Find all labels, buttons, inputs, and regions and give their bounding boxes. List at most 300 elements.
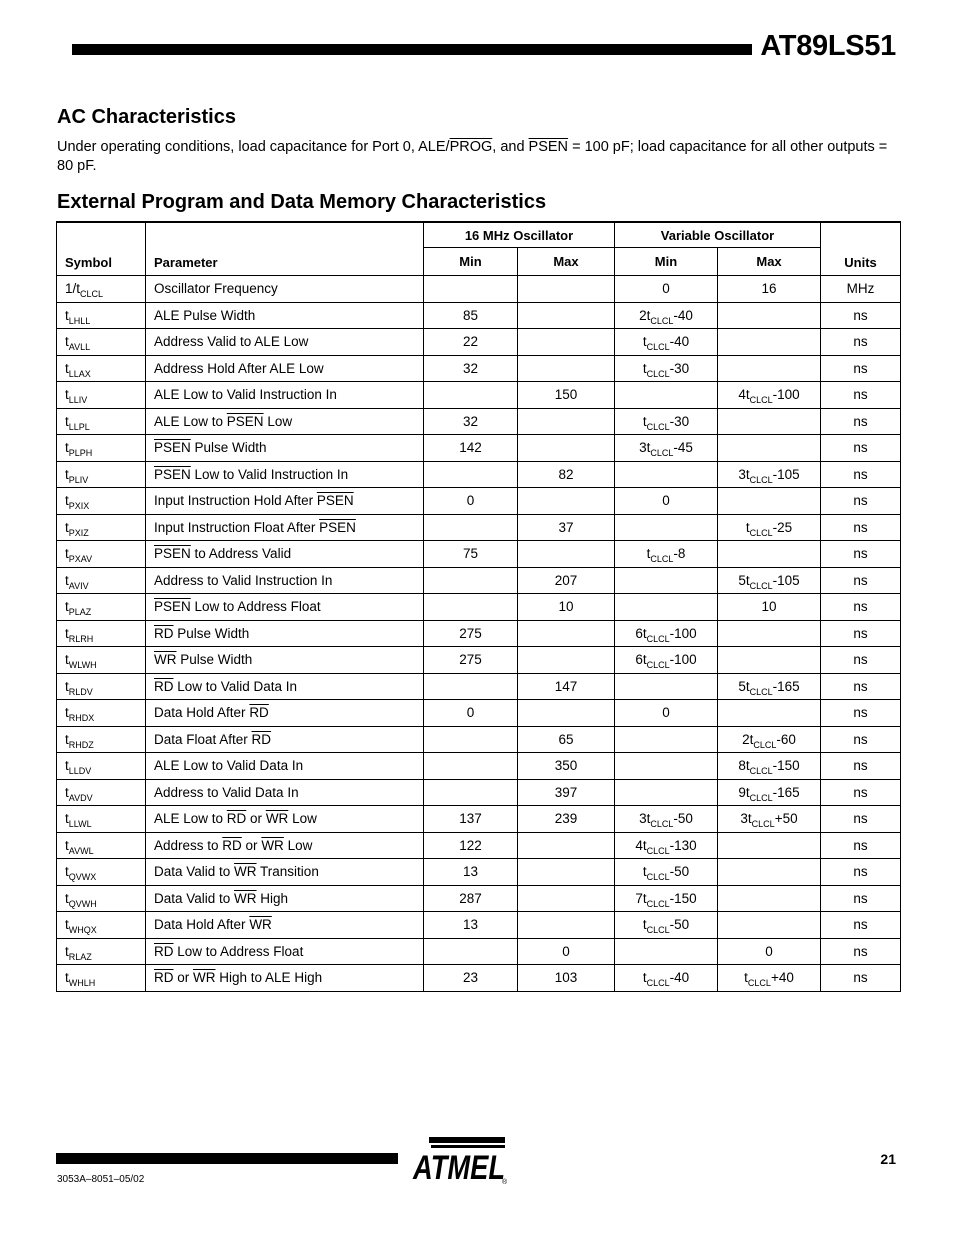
cell-parameter [146,912,424,939]
cell-symbol [57,885,146,912]
cell-parameter [146,673,424,700]
cell-min-variable-value-part: 2t [639,307,651,323]
cell-units: ns [821,726,901,753]
cell-min-variable-value-part: -40 [669,334,690,350]
parameter-text-part: PSEN [154,546,191,562]
cell-min-16mhz-value-part: 85 [462,307,479,323]
cell-max-variable [718,647,821,674]
cell-min-variable-value-part: 0 [662,705,670,721]
cell-min-variable [615,541,718,568]
cell-max-16mhz [518,806,615,833]
table-row [57,435,901,462]
symbol-base: t [65,440,69,456]
page-number: 21 [880,1151,896,1167]
cell-max-variable [718,779,821,806]
header-units: Units [821,222,901,276]
cell-max-variable-value-part: -100 [772,387,800,403]
cell-min-variable [615,753,718,780]
intro-text-part: PROG [449,139,493,155]
cell-units: ns [821,594,901,621]
parameter-text-part: Low [263,413,293,429]
symbol-base: t [65,731,69,747]
cell-min-variable-value-part: CLCL [650,819,674,830]
cell-min-16mhz [424,647,518,674]
cell-min-variable-value-part: 0 [662,493,670,509]
cell-min-16mhz [424,726,518,753]
cell-min-variable-value-part: -40 [673,307,693,323]
symbol-subscript: RLDV [68,686,93,697]
table-row [57,779,901,806]
cell-max-variable-value-part: CLCL [753,739,777,750]
cell-min-16mhz [424,806,518,833]
table-row [57,594,901,621]
cell-max-16mhz [518,700,615,727]
symbol-subscript: WLWH [68,660,97,671]
cell-min-variable-value-part: 4t [635,837,647,853]
table-row [57,673,901,700]
cell-min-16mhz [424,567,518,594]
cell-units: ns [821,700,901,727]
cell-units: ns [821,647,901,674]
cell-min-variable [615,329,718,356]
symbol-base: t [65,705,69,721]
symbol-base: 1/t [65,281,81,297]
cell-min-variable-value-part: CLCL [646,660,670,671]
cell-units: ns [821,673,901,700]
cell-parameter [146,435,424,462]
table-row [57,355,901,382]
cell-symbol [57,965,146,992]
cell-min-variable-value-part: CLCL [646,633,670,644]
parameter-text-part: $\overline{WR}$ [234,864,257,880]
cell-min-16mhz-value-part: 137 [459,811,482,827]
parameter-text-part: Low to Valid Data In [173,678,298,694]
cell-max-variable [718,408,821,435]
cell-max-16mhz [518,382,615,409]
symbol-subscript: LLIV [68,395,88,406]
cell-min-16mhz [424,408,518,435]
parameter-text-part: or [173,970,194,986]
header-symbol: Symbol [57,222,146,276]
cell-min-variable [615,302,718,329]
cell-min-variable-value-part: 6t [635,652,647,668]
cell-max-variable [718,514,821,541]
cell-max-16mhz [518,355,615,382]
parameter-text-part: Data Float After [154,731,252,747]
cell-units: ns [821,355,901,382]
parameter-text-part: Pulse Width [173,625,250,641]
symbol-base: t [65,307,69,323]
timing-table [56,221,901,992]
cell-symbol [57,912,146,939]
cell-min-16mhz-value-part: 287 [459,890,482,906]
symbol-subscript: WHLH [68,978,96,989]
cell-min-16mhz [424,594,518,621]
cell-min-variable [615,620,718,647]
parameter-text-part: PSEN [316,493,354,509]
cell-parameter [146,859,424,886]
header-min-variable: Min [615,248,718,276]
cell-min-variable-value-part: CLCL [646,342,670,353]
table-row [57,514,901,541]
cell-parameter [146,753,424,780]
parameter-text-part: Pulse Width [190,440,267,456]
symbol-base: t [65,864,69,880]
intro-paragraph [57,138,899,176]
cell-parameter [146,620,424,647]
cell-min-variable-value-part: t [642,970,647,986]
header-rule [72,44,752,55]
cell-min-variable [615,700,718,727]
cell-min-variable [615,647,718,674]
cell-min-variable-value-part: -150 [669,890,697,906]
symbol-base: t [65,970,69,986]
cell-symbol [57,461,146,488]
cell-max-variable-value-part: 4t [738,387,750,403]
symbol-base: t [65,837,69,853]
cell-max-variable-value-part: +40 [770,970,794,986]
cell-units: ns [821,912,901,939]
cell-max-variable [718,859,821,886]
symbol-subscript: AVIV [68,580,89,591]
cell-max-16mhz [518,276,615,303]
parameter-text-part: Data Hold After [154,705,250,721]
header-max-variable: Max [718,248,821,276]
cell-symbol [57,779,146,806]
cell-units: ns [821,488,901,515]
cell-min-16mhz-value-part: 32 [462,360,479,376]
cell-min-variable-value-part: -100 [669,625,697,641]
cell-max-16mhz [518,620,615,647]
cell-min-variable-value-part: 6t [635,625,647,641]
cell-max-16mhz [518,647,615,674]
cell-max-variable [718,488,821,515]
symbol-base: t [65,678,69,694]
cell-min-variable [615,806,718,833]
section-heading-ac: AC Characteristics [57,106,236,128]
cell-max-variable [718,965,821,992]
cell-min-variable-value-part: -30 [669,360,690,376]
cell-min-variable-value-part: CLCL [650,448,674,459]
cell-min-variable-value-part: -50 [673,811,693,827]
symbol-subscript: RLRH [68,633,94,644]
cell-max-16mhz [518,408,615,435]
symbol-subscript: AVDV [68,792,93,803]
cell-max-variable-value-part: CLCL [749,580,773,591]
cell-max-variable [718,753,821,780]
cell-min-variable [615,435,718,462]
cell-min-variable-value-part: CLCL [646,845,670,856]
cell-min-16mhz-value-part: 13 [462,864,479,880]
cell-min-variable-value-part: 3t [639,811,651,827]
parameter-text-part: or [241,837,262,853]
parameter-text-part: Low to Address Float [173,943,304,959]
symbol-subscript: WHQX [68,925,97,936]
symbol-base: t [65,546,69,562]
table-row [57,806,901,833]
parameter-text-part: to Address Valid [190,546,292,562]
cell-min-16mhz [424,488,518,515]
cell-max-variable-value-part: CLCL [749,686,773,697]
cell-units: ns [821,382,901,409]
cell-min-variable [615,514,718,541]
parameter-text-part: Pulse Width [176,652,253,668]
cell-min-variable-value-part: -45 [673,440,693,456]
cell-min-16mhz [424,673,518,700]
symbol-base: t [65,625,69,641]
cell-max-variable-value-part: CLCL [749,474,773,485]
cell-max-16mhz-value-part: 65 [558,731,574,747]
parameter-text-part: PSEN [154,466,191,482]
cell-max-variable-value-part: -60 [776,731,796,747]
parameter-text-part: Low to Valid Instruction In [190,466,349,482]
cell-max-16mhz [518,753,615,780]
cell-min-16mhz [424,302,518,329]
symbol-base: t [65,811,69,827]
cell-max-16mhz-value-part: 207 [554,572,578,588]
cell-min-variable-value-part: CLCL [650,315,674,326]
cell-symbol [57,382,146,409]
cell-max-variable [718,355,821,382]
table-row [57,700,901,727]
cell-min-16mhz-value-part: 75 [462,546,479,562]
cell-max-variable [718,276,821,303]
cell-parameter [146,885,424,912]
intro-text-part: PSEN [528,139,569,155]
table-row [57,647,901,674]
cell-symbol [57,673,146,700]
cell-units: ns [821,832,901,859]
cell-max-16mhz [518,859,615,886]
cell-min-variable [615,912,718,939]
parameter-text-part: $\overline{RD}$ [222,837,242,853]
cell-min-variable-value-part: t [642,413,647,429]
cell-max-16mhz [518,938,615,965]
cell-symbol [57,647,146,674]
cell-max-16mhz [518,302,615,329]
cell-max-variable [718,435,821,462]
parameter-text-part: Address to Valid Data In [154,784,299,800]
table-row [57,753,901,780]
parameter-text-part: Address Valid to ALE Low [154,334,309,350]
header-max-16mhz: Max [518,248,615,276]
cell-max-variable-value-part: 3t [740,811,752,827]
cell-min-16mhz [424,912,518,939]
parameter-text-part: PSEN [226,413,264,429]
symbol-subscript: LHLL [68,315,91,326]
table-row [57,620,901,647]
cell-max-16mhz-value-part: 150 [554,387,578,403]
table-row [57,541,901,568]
parameter-text-part: ALE Low to [154,413,227,429]
cell-units: ns [821,567,901,594]
cell-max-variable [718,461,821,488]
cell-units: ns [821,753,901,780]
cell-max-variable [718,700,821,727]
cell-min-variable-value-part: -100 [669,652,697,668]
parameter-text-part: Data Valid to [154,890,235,906]
cell-min-variable-value-part: t [642,917,647,933]
cell-min-variable-value-part: -40 [669,970,690,986]
parameter-text-part: $\overline{WR}$ [193,970,216,986]
cell-symbol [57,620,146,647]
table-row [57,567,901,594]
cell-max-16mhz [518,541,615,568]
cell-min-16mhz-value-part: 275 [459,652,482,668]
atmel-logo [409,1137,513,1187]
parameter-text-part: Input Instruction Hold After [154,493,317,509]
symbol-subscript: PXIX [68,501,90,512]
cell-max-16mhz [518,779,615,806]
cell-max-variable-value-part: 5t [738,678,750,694]
symbol-base: t [65,943,69,959]
cell-parameter [146,408,424,435]
cell-symbol [57,355,146,382]
parameter-text-part: $\overline{WR}$ [234,890,257,906]
footer-rule [56,1153,398,1164]
symbol-base: t [65,890,69,906]
cell-max-16mhz [518,594,615,621]
cell-max-variable-value-part: -165 [772,678,800,694]
symbol-subscript: PXAV [68,554,93,565]
atmel-logo-text: ATMEL [412,1149,505,1187]
cell-units: ns [821,885,901,912]
cell-min-16mhz-value-part: 22 [462,334,479,350]
symbol-base: t [65,360,69,376]
parameter-text-part: ALE Low to [154,811,227,827]
cell-units: ns [821,620,901,647]
symbol-base: t [65,387,69,403]
symbol-subscript: PXIZ [68,527,89,538]
cell-min-16mhz [424,382,518,409]
cell-min-variable-value-part: t [646,546,651,562]
cell-max-16mhz-value-part: 147 [554,678,578,694]
cell-units: ns [821,541,901,568]
cell-min-variable-value-part: -50 [669,917,690,933]
table-row [57,461,901,488]
cell-max-variable [718,567,821,594]
symbol-base: t [65,917,69,933]
cell-max-variable-value-part: 2t [742,731,754,747]
cell-min-16mhz [424,885,518,912]
parameter-text-part: Data Hold After [154,917,250,933]
table-row [57,938,901,965]
cell-min-variable-value-part: t [642,334,647,350]
cell-parameter [146,302,424,329]
cell-symbol [57,514,146,541]
cell-max-variable [718,382,821,409]
table-row [57,832,901,859]
registered-mark: ® [502,1179,508,1186]
cell-symbol [57,753,146,780]
cell-parameter [146,965,424,992]
cell-min-16mhz [424,965,518,992]
cell-min-16mhz-value-part: 122 [459,837,482,853]
cell-max-variable-value-part: 0 [765,943,773,959]
cell-min-variable-value-part: t [642,864,647,880]
parameter-text-part: $\overline{RD}$ [154,970,174,986]
cell-min-variable [615,355,718,382]
parameter-text-part: $\overline{WR}$ [261,837,284,853]
cell-max-16mhz [518,965,615,992]
intro-text-part: , and [492,139,529,155]
symbol-subscript: RHDX [68,713,95,724]
cell-max-16mhz [518,726,615,753]
parameter-text-part: $\overline{WR}$ [265,811,289,827]
parameter-text-part: or [246,811,266,827]
cell-symbol [57,859,146,886]
cell-parameter [146,355,424,382]
cell-parameter [146,938,424,965]
cell-max-16mhz-value-part: 37 [558,519,574,535]
cell-units: ns [821,965,901,992]
table-row [57,276,901,303]
header-variable-oscillator: Variable Oscillator [615,222,821,248]
cell-min-16mhz [424,620,518,647]
cell-parameter [146,700,424,727]
symbol-subscript: PLIV [68,474,89,485]
cell-min-16mhz-value-part: 13 [462,917,479,933]
cell-min-16mhz-value-part: 0 [466,493,475,509]
cell-min-variable-value-part: CLCL [646,368,670,379]
cell-max-16mhz-value-part: 239 [554,811,578,827]
cell-max-variable-value-part: CLCL [749,792,773,803]
cell-symbol [57,594,146,621]
cell-min-16mhz [424,700,518,727]
cell-parameter [146,514,424,541]
cell-min-variable [615,382,718,409]
cell-min-variable [615,567,718,594]
parameter-text-part: PSEN [154,440,191,456]
cell-parameter [146,567,424,594]
parameter-text-part: Address Hold After ALE Low [154,360,324,376]
symbol-base: t [65,652,69,668]
parameter-text-part: PSEN [154,599,191,615]
parameter-text-part: $\overline{RD}$ [154,943,174,959]
cell-max-variable-value-part: CLCL [751,819,775,830]
cell-max-variable-value-part: CLCL [749,395,773,406]
cell-min-16mhz [424,276,518,303]
cell-min-variable [615,461,718,488]
symbol-subscript: LLAX [68,368,91,379]
cell-min-variable [615,726,718,753]
cell-units: ns [821,302,901,329]
cell-units: ns [821,435,901,462]
cell-min-16mhz [424,832,518,859]
parameter-text-part: Oscillator Frequency [154,281,278,297]
cell-parameter [146,832,424,859]
table-row [57,912,901,939]
parameter-text-part: $\overline{WR}$ [249,917,272,933]
cell-min-variable [615,885,718,912]
cell-min-variable-value-part: -130 [669,837,697,853]
cell-max-variable-value-part: 10 [761,599,777,615]
symbol-subscript: PLPH [68,448,93,459]
header-min-16mhz: Min [424,248,518,276]
cell-min-variable-value-part: CLCL [646,898,670,909]
cell-max-16mhz-value-part: 350 [554,758,578,774]
intro-text-part: = 100 pF; load capacitance for all other outputs = 80 pF. [57,139,888,174]
cell-max-variable [718,912,821,939]
cell-symbol [57,329,146,356]
document-code: 3053A–8051–05/02 [57,1174,145,1185]
symbol-base: t [65,758,69,774]
cell-max-16mhz [518,488,615,515]
parameter-text-part: Address to [154,837,223,853]
cell-min-variable-value-part: 3t [639,440,651,456]
cell-max-16mhz-value-part: 10 [558,599,574,615]
cell-max-variable [718,938,821,965]
